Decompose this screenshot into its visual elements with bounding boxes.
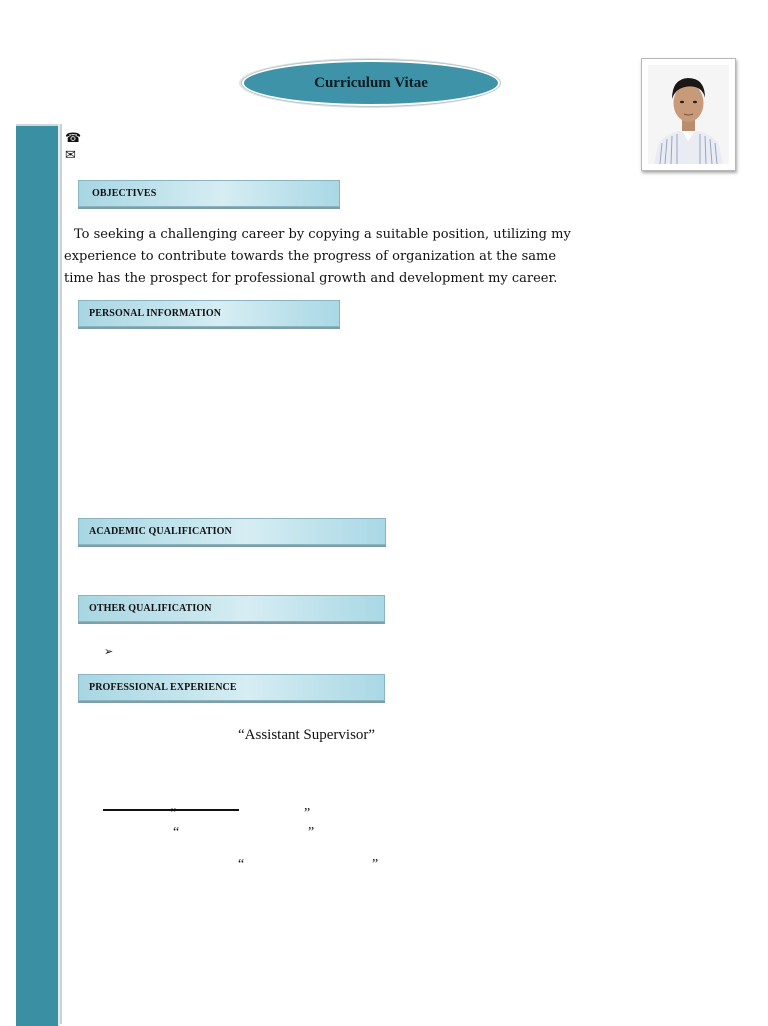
arrow-bullet-icon: ➢ bbox=[104, 645, 114, 658]
envelope-icon: ✉ bbox=[65, 148, 76, 163]
section-title-objectives: OBJECTIVES bbox=[92, 188, 157, 199]
sidebar-accent-bar bbox=[16, 124, 58, 1026]
section-header-academic-qualification bbox=[78, 518, 386, 545]
profile-photo-frame bbox=[641, 58, 736, 171]
section-title-academic-qualification: ACADEMIC QUALIFICATION bbox=[89, 526, 232, 537]
objective-text: To seeking a challenging career by copying a suitable position, utilizing my experience to contribute towards the progress of organization at the same time has the prospect for professional growth and development my career. bbox=[64, 227, 571, 286]
section-title-professional-experience: PROFESSIONAL EXPERIENCE bbox=[89, 682, 237, 693]
objective-paragraph bbox=[64, 224, 574, 290]
section-header-personal-information bbox=[78, 300, 340, 327]
sidebar-edge-line bbox=[60, 124, 62, 1024]
close-quote-2: ” bbox=[308, 825, 315, 840]
job-title: “Assistant Supervisor” bbox=[238, 727, 376, 743]
telephone-icon: ☎ bbox=[65, 131, 82, 146]
person-portrait-icon bbox=[648, 65, 729, 164]
section-title-personal-information: PERSONAL INFORMATION bbox=[89, 308, 222, 319]
open-quote-3: “ bbox=[238, 857, 245, 872]
open-quote-1: “ bbox=[170, 806, 177, 821]
section-header-other-qualification bbox=[78, 595, 385, 622]
close-quote-3: ” bbox=[372, 857, 379, 872]
page-title: Curriculum Vitae bbox=[314, 74, 428, 91]
section-header-professional-experience bbox=[78, 674, 385, 701]
open-quote-2: “ bbox=[173, 825, 180, 840]
title-banner bbox=[242, 60, 500, 106]
profile-photo bbox=[648, 65, 729, 164]
close-quote-1: ” bbox=[304, 806, 311, 821]
section-header-objectives bbox=[78, 180, 340, 207]
section-title-other-qualification: OTHER QUALIFICATION bbox=[89, 603, 212, 614]
